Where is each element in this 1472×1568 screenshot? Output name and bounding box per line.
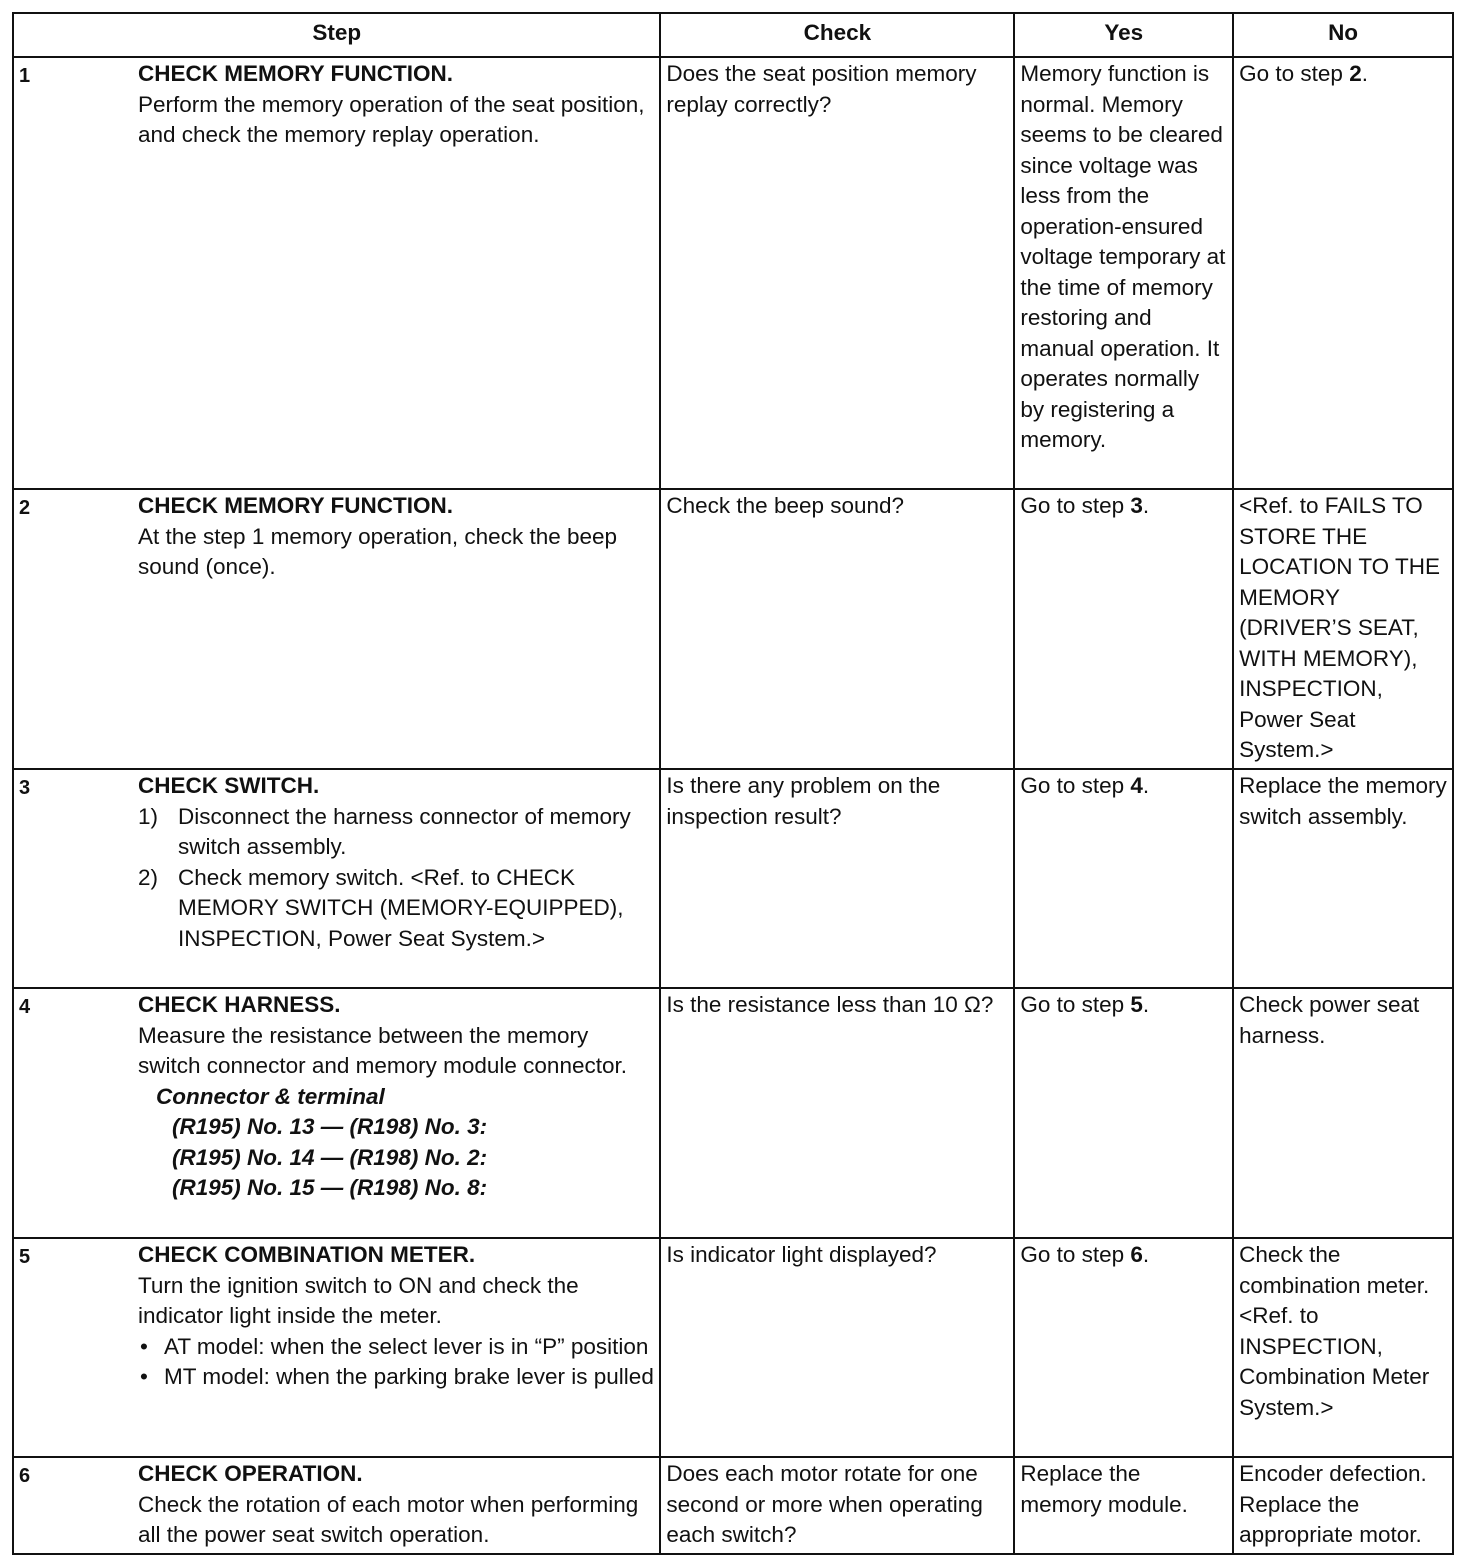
- header-check: Check: [660, 13, 1014, 57]
- sub-step-number: 1): [138, 803, 159, 829]
- sub-step: [138, 802, 654, 863]
- no-suffix: .: [1361, 61, 1368, 86]
- header-row: [13, 13, 1453, 57]
- yes-step-ref: 6: [1130, 1242, 1143, 1267]
- check-cell: Does each motor rotate for one second or more when operating each switch?: [660, 1457, 1014, 1554]
- sub-step-text: Disconnect the harness connector of memory switch assembly.: [178, 803, 631, 859]
- step-cell: [13, 1238, 660, 1457]
- step-number: 3: [19, 777, 31, 799]
- diagnostic-table: [12, 12, 1454, 1555]
- yes-suffix: .: [1142, 1242, 1150, 1267]
- header-yes: Yes: [1014, 13, 1233, 57]
- table-row: [13, 1238, 1453, 1457]
- yes-cell: Memory function is normal. Memory seems to be cleared since voltage was less from the operation-ensured voltage temporary at the time of memory restoring and manual operation. It operates normally by registering a memory.: [1014, 57, 1233, 489]
- step-body: Turn the ignition switch to ON and check the indicator light inside the meter.: [138, 1272, 579, 1328]
- spec-line: (R195) No. 14 — (R198) No. 2:: [172, 1144, 488, 1170]
- check-cell: Does the seat position memory replay correctly?: [660, 57, 1014, 489]
- spec-heading: Connector & terminal: [156, 1083, 385, 1109]
- bullet-item: [138, 1332, 654, 1363]
- yes-step-ref: 5: [1130, 992, 1143, 1017]
- yes-suffix: .: [1142, 992, 1150, 1017]
- step-number: 6: [19, 1465, 31, 1487]
- no-cell: <Ref. to FAILS TO STORE THE LOCATION TO THE MEMORY (DRIVER’S SEAT, WITH MEMORY), INSPECTION, Power Seat System.>: [1233, 489, 1453, 769]
- no-cell: Check power seat harness.: [1233, 988, 1453, 1238]
- spec-line: (R195) No. 13 — (R198) No. 3:: [172, 1114, 488, 1139]
- bullet-item: [138, 1362, 654, 1393]
- step-title: CHECK SWITCH.: [138, 773, 320, 798]
- table-row: [13, 1457, 1453, 1554]
- sub-step: [138, 863, 654, 955]
- step-cell: [13, 57, 660, 489]
- bullet-text: MT model: when the parking brake lever is pulled: [164, 1364, 654, 1389]
- step-title: CHECK COMBINATION METER.: [138, 1242, 476, 1267]
- step-number: 5: [19, 1246, 31, 1268]
- no-step-ref: 2: [1349, 61, 1362, 86]
- step-number: 4: [19, 996, 31, 1018]
- step-cell: [13, 489, 660, 769]
- step-title: CHECK HARNESS.: [138, 992, 341, 1017]
- spec-line: (R195) No. 15 — (R198) No. 8:: [172, 1175, 488, 1200]
- step-title: CHECK MEMORY FUNCTION.: [138, 61, 453, 86]
- no-prefix: Go to step: [1239, 61, 1350, 86]
- yes-step-ref: 3: [1130, 493, 1143, 518]
- step-title: CHECK MEMORY FUNCTION.: [138, 493, 453, 518]
- spec-block: [138, 1082, 654, 1204]
- step-body: Measure the resistance between the memory switch connector and memory module connector.: [138, 1022, 627, 1078]
- step-number: 2: [19, 497, 31, 519]
- yes-suffix: .: [1142, 493, 1150, 518]
- yes-cell: [1014, 988, 1233, 1238]
- yes-prefix: Go to step: [1020, 1242, 1131, 1267]
- yes-cell: [1014, 769, 1233, 988]
- check-cell: Is there any problem on the inspection result?: [660, 769, 1014, 988]
- step-body: Check the rotation of each motor when performing all the power seat switch operation.: [138, 1491, 639, 1547]
- sub-step-text: Check memory switch. <Ref. to CHECK MEMORY SWITCH (MEMORY-EQUIPPED), INSPECTION, Power Seat System.>: [178, 864, 624, 951]
- yes-suffix: .: [1142, 773, 1150, 798]
- yes-cell: [1014, 489, 1233, 769]
- table-row: [13, 988, 1453, 1238]
- yes-prefix: Go to step: [1020, 992, 1131, 1017]
- yes-cell: Replace the memory module.: [1014, 1457, 1233, 1554]
- header-no: No: [1233, 13, 1453, 57]
- check-cell: Check the beep sound?: [660, 489, 1014, 769]
- step-cell: [13, 988, 660, 1238]
- no-cell: Encoder defection. Replace the appropriate motor.: [1233, 1457, 1453, 1554]
- table-row: [13, 57, 1453, 489]
- header-step: Step: [13, 13, 660, 57]
- yes-step-ref: 4: [1130, 773, 1143, 798]
- bullet-text: AT model: when the select lever is in “P” position: [164, 1333, 649, 1359]
- step-cell: [13, 769, 660, 988]
- step-body: Perform the memory operation of the seat position, and check the memory replay operation.: [138, 91, 645, 147]
- bullet-dot: •: [140, 1364, 148, 1389]
- step-cell: [13, 1457, 660, 1554]
- table-row: [13, 769, 1453, 988]
- table-row: [13, 489, 1453, 769]
- sub-step-number: 2): [138, 864, 159, 890]
- no-cell: Check the combination meter. <Ref. to INSPECTION, Combination Meter System.>: [1233, 1238, 1453, 1457]
- step-body: At the step 1 memory operation, check the beep sound (once).: [138, 523, 618, 579]
- step-title: CHECK OPERATION.: [138, 1461, 363, 1486]
- check-cell: Is the resistance less than 10 Ω?: [660, 988, 1014, 1238]
- yes-prefix: Go to step: [1020, 773, 1131, 798]
- no-cell: [1233, 57, 1453, 489]
- yes-cell: [1014, 1238, 1233, 1457]
- step-number: 1: [19, 65, 31, 87]
- no-cell: Replace the memory switch assembly.: [1233, 769, 1453, 988]
- yes-prefix: Go to step: [1020, 493, 1131, 518]
- bullet-dot: •: [140, 1333, 148, 1359]
- check-cell: Is indicator light displayed?: [660, 1238, 1014, 1457]
